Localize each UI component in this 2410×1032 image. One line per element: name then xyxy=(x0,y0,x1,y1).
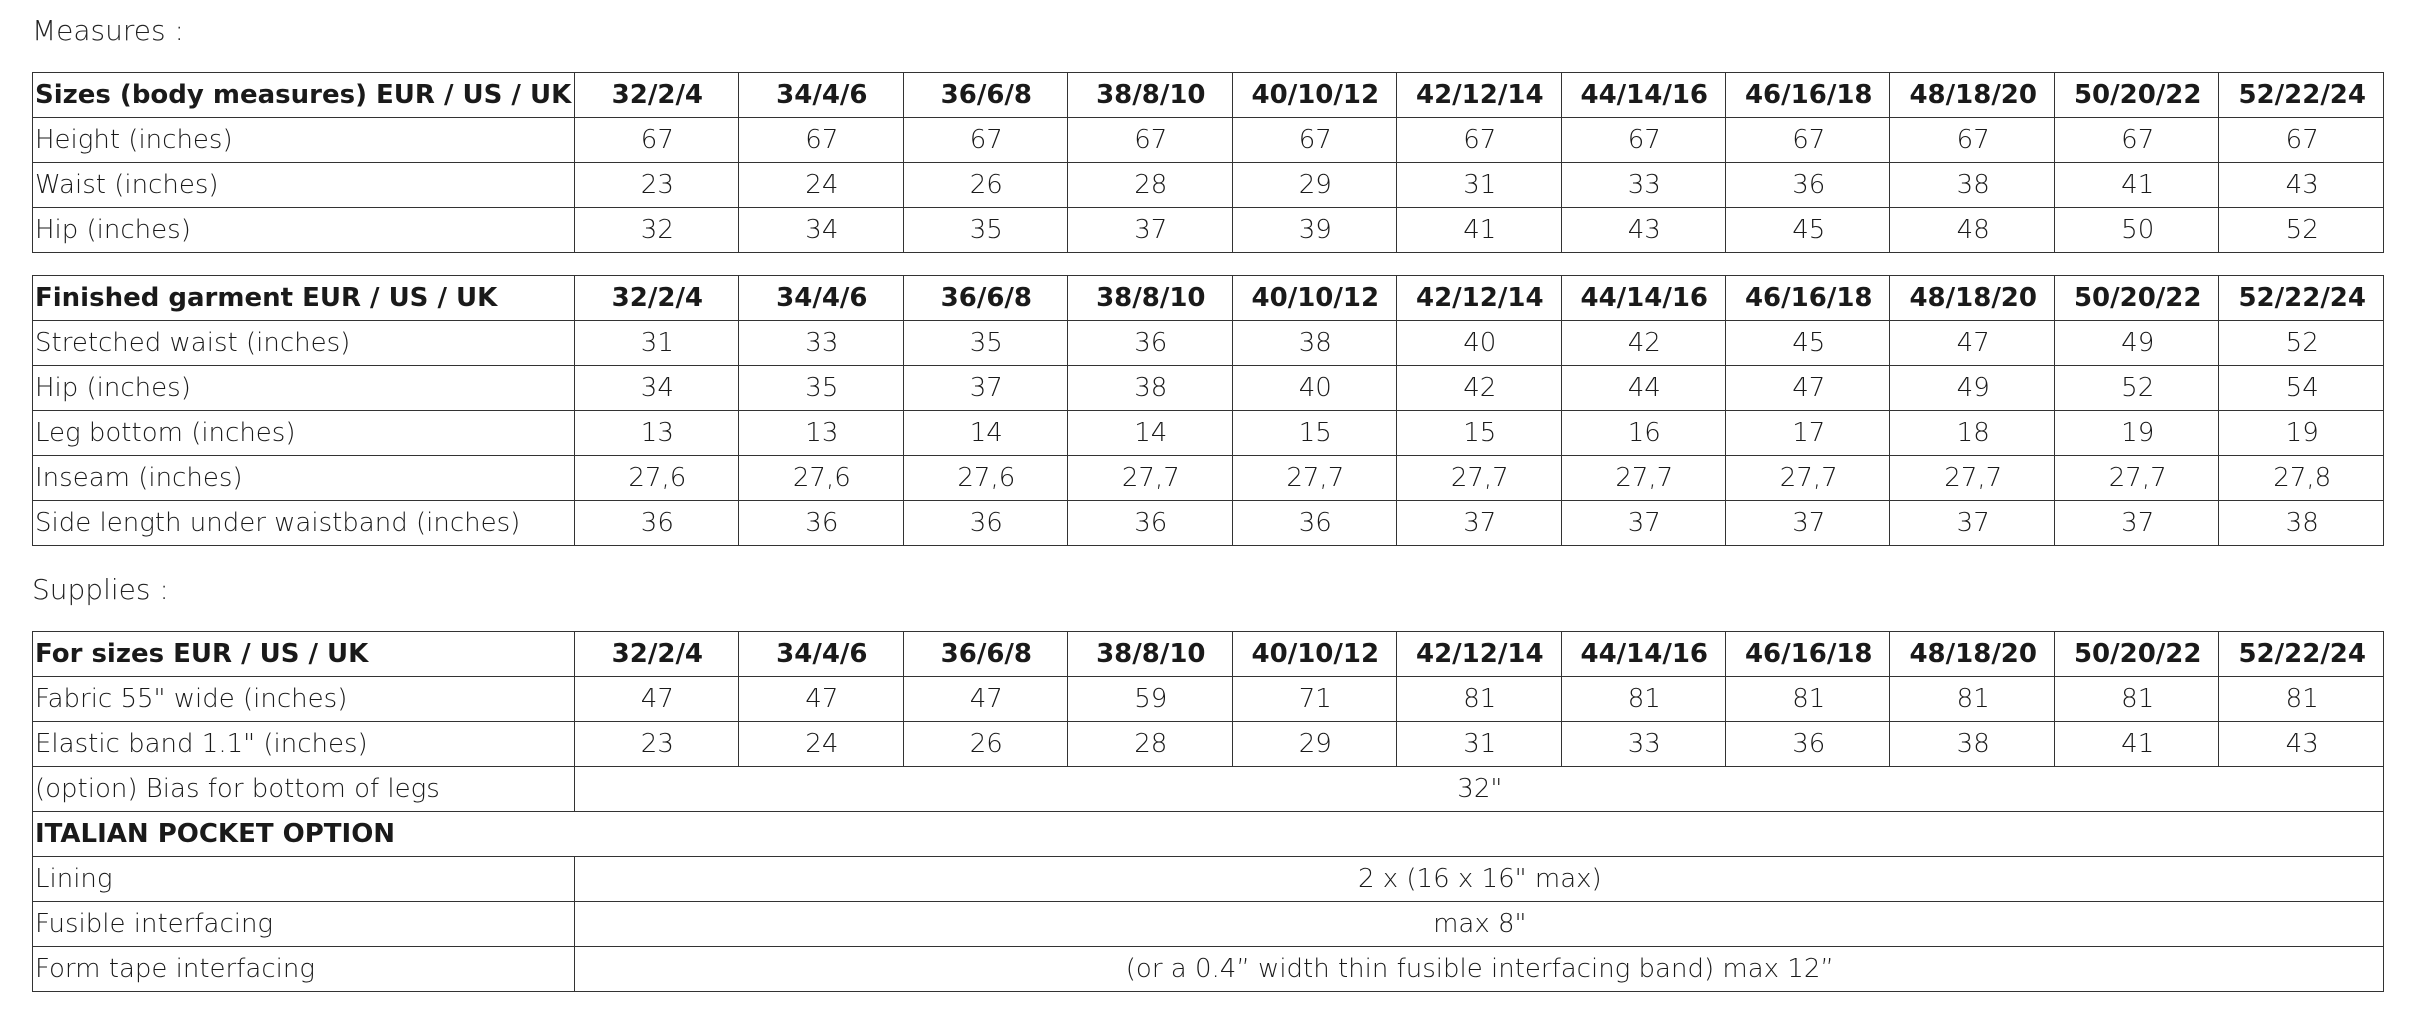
value-cell: 49 xyxy=(1890,366,2054,411)
value-cell: 28 xyxy=(1068,722,1232,767)
value-cell: 29 xyxy=(1232,722,1396,767)
table-row xyxy=(33,456,2384,501)
size-header: 32/2/4 xyxy=(574,276,738,321)
value-cell: 37 xyxy=(1561,501,1725,546)
value-cell: 18 xyxy=(1890,411,2054,456)
size-header: 44/14/16 xyxy=(1561,276,1725,321)
value-cell: 54 xyxy=(2219,366,2384,411)
size-header: 42/12/14 xyxy=(1397,632,1561,677)
value-cell: 33 xyxy=(739,321,903,366)
bias-row xyxy=(33,767,2384,812)
value-cell: 38 xyxy=(2219,501,2384,546)
value-cell: 81 xyxy=(1726,677,1890,722)
size-header: 52/22/24 xyxy=(2219,632,2384,677)
value-cell: 35 xyxy=(903,321,1067,366)
value-cell: 27,6 xyxy=(903,456,1067,501)
value-cell: 13 xyxy=(574,411,738,456)
value-cell: 35 xyxy=(903,208,1067,253)
value-cell: 67 xyxy=(574,118,738,163)
value-cell: 35 xyxy=(739,366,903,411)
size-header: 50/20/22 xyxy=(2054,73,2218,118)
value-cell: 67 xyxy=(1726,118,1890,163)
value-cell: 67 xyxy=(1890,118,2054,163)
value-cell: 52 xyxy=(2219,208,2384,253)
size-header: 34/4/6 xyxy=(739,73,903,118)
value-cell: 43 xyxy=(1561,208,1725,253)
size-header: 40/10/12 xyxy=(1232,632,1396,677)
value-cell: 27,7 xyxy=(1068,456,1232,501)
value-cell: 33 xyxy=(1561,163,1725,208)
value-cell: 44 xyxy=(1561,366,1725,411)
body-measures-table xyxy=(32,72,2384,253)
size-header: 34/4/6 xyxy=(739,276,903,321)
value-cell: 36 xyxy=(903,501,1067,546)
header-row xyxy=(33,632,2384,677)
value-cell: 26 xyxy=(903,722,1067,767)
body-measures-body xyxy=(33,73,2384,253)
table-row xyxy=(33,163,2384,208)
value-cell: 52 xyxy=(2219,321,2384,366)
row-label: Side length under waistband (inches) xyxy=(33,501,575,546)
value-cell: 81 xyxy=(1397,677,1561,722)
value-cell: 43 xyxy=(2219,163,2384,208)
value-cell: 36 xyxy=(739,501,903,546)
value-cell: 27,7 xyxy=(2054,456,2218,501)
pocket-value: max 8" xyxy=(574,902,2383,947)
supplies-title: Supplies : xyxy=(32,573,169,606)
value-cell: 40 xyxy=(1232,366,1396,411)
value-cell: 67 xyxy=(1068,118,1232,163)
value-cell: 38 xyxy=(1890,163,2054,208)
size-header: 50/20/22 xyxy=(2054,632,2218,677)
value-cell: 38 xyxy=(1232,321,1396,366)
table-row xyxy=(33,208,2384,253)
size-header: 32/2/4 xyxy=(574,73,738,118)
table-row xyxy=(33,366,2384,411)
value-cell: 34 xyxy=(739,208,903,253)
value-cell: 47 xyxy=(1726,366,1890,411)
row-label: Form tape interfacing xyxy=(33,947,575,992)
size-header: 36/6/8 xyxy=(903,73,1067,118)
value-cell: 45 xyxy=(1726,321,1890,366)
value-cell: 47 xyxy=(903,677,1067,722)
value-cell: 31 xyxy=(1397,163,1561,208)
value-cell: 27,6 xyxy=(739,456,903,501)
row-label: Hip (inches) xyxy=(33,366,575,411)
value-cell: 67 xyxy=(2219,118,2384,163)
value-cell: 36 xyxy=(1726,163,1890,208)
value-cell: 47 xyxy=(1890,321,2054,366)
header-label: Sizes (body measures) EUR / US / UK xyxy=(33,73,575,118)
value-cell: 27,7 xyxy=(1397,456,1561,501)
value-cell: 67 xyxy=(2054,118,2218,163)
value-cell: 42 xyxy=(1561,321,1725,366)
value-cell: 41 xyxy=(1397,208,1561,253)
value-cell: 38 xyxy=(1068,366,1232,411)
value-cell: 67 xyxy=(1397,118,1561,163)
size-header: 38/8/10 xyxy=(1068,276,1232,321)
value-cell: 36 xyxy=(1726,722,1890,767)
header-row xyxy=(33,276,2384,321)
row-label: (option) Bias for bottom of legs xyxy=(33,767,575,812)
value-cell: 33 xyxy=(1561,722,1725,767)
row-label: Lining xyxy=(33,857,575,902)
pocket-heading-row xyxy=(33,812,2384,857)
measures-title: Measures : xyxy=(32,14,184,47)
table-row xyxy=(33,722,2384,767)
value-cell: 41 xyxy=(2054,722,2218,767)
value-cell: 81 xyxy=(1561,677,1725,722)
pocket-row xyxy=(33,902,2384,947)
value-cell: 36 xyxy=(574,501,738,546)
value-cell: 71 xyxy=(1232,677,1396,722)
value-cell: 38 xyxy=(1890,722,2054,767)
table-row xyxy=(33,321,2384,366)
supplies-body xyxy=(33,632,2384,992)
value-cell: 42 xyxy=(1397,366,1561,411)
value-cell: 59 xyxy=(1068,677,1232,722)
header-label: For sizes EUR / US / UK xyxy=(33,632,575,677)
value-cell: 81 xyxy=(2054,677,2218,722)
value-cell: 36 xyxy=(1068,501,1232,546)
table-row xyxy=(33,501,2384,546)
size-header: 42/12/14 xyxy=(1397,276,1561,321)
supplies-table xyxy=(32,631,2384,992)
value-cell: 81 xyxy=(1890,677,2054,722)
value-cell: 27,7 xyxy=(1726,456,1890,501)
value-cell: 14 xyxy=(903,411,1067,456)
value-cell: 41 xyxy=(2054,163,2218,208)
value-cell: 31 xyxy=(1397,722,1561,767)
pocket-value: (or a 0.4” width thin fusible interfacing band) max 12” xyxy=(574,947,2383,992)
size-header: 52/22/24 xyxy=(2219,73,2384,118)
value-cell: 47 xyxy=(574,677,738,722)
size-header: 38/8/10 xyxy=(1068,73,1232,118)
header-row xyxy=(33,73,2384,118)
value-cell: 37 xyxy=(1890,501,2054,546)
row-label: Fusible interfacing xyxy=(33,902,575,947)
value-cell: 13 xyxy=(739,411,903,456)
value-cell: 45 xyxy=(1726,208,1890,253)
value-cell: 43 xyxy=(2219,722,2384,767)
value-cell: 29 xyxy=(1232,163,1396,208)
finished-garment-body xyxy=(33,276,2384,546)
header-label: Finished garment EUR / US / UK xyxy=(33,276,575,321)
value-cell: 19 xyxy=(2054,411,2218,456)
value-cell: 19 xyxy=(2219,411,2384,456)
row-label: Inseam (inches) xyxy=(33,456,575,501)
size-header: 46/16/18 xyxy=(1726,632,1890,677)
value-cell: 36 xyxy=(1068,321,1232,366)
size-header: 48/18/20 xyxy=(1890,73,2054,118)
value-cell: 16 xyxy=(1561,411,1725,456)
value-cell: 49 xyxy=(2054,321,2218,366)
size-header: 48/18/20 xyxy=(1890,632,2054,677)
value-cell: 27,8 xyxy=(2219,456,2384,501)
value-cell: 31 xyxy=(574,321,738,366)
value-cell: 50 xyxy=(2054,208,2218,253)
value-cell: 24 xyxy=(739,722,903,767)
size-header: 38/8/10 xyxy=(1068,632,1232,677)
size-header: 36/6/8 xyxy=(903,276,1067,321)
value-cell: 34 xyxy=(574,366,738,411)
table-row xyxy=(33,677,2384,722)
value-cell: 27,6 xyxy=(574,456,738,501)
value-cell: 47 xyxy=(739,677,903,722)
size-header: 36/6/8 xyxy=(903,632,1067,677)
value-cell: 37 xyxy=(1397,501,1561,546)
value-cell: 15 xyxy=(1232,411,1396,456)
value-cell: 37 xyxy=(1068,208,1232,253)
value-cell: 27,7 xyxy=(1232,456,1396,501)
pocket-value: 2 x (16 x 16" max) xyxy=(574,857,2383,902)
row-label: Waist (inches) xyxy=(33,163,575,208)
size-header: 44/14/16 xyxy=(1561,632,1725,677)
value-cell: 15 xyxy=(1397,411,1561,456)
size-header: 46/16/18 xyxy=(1726,276,1890,321)
value-cell: 67 xyxy=(739,118,903,163)
value-cell: 28 xyxy=(1068,163,1232,208)
value-cell: 17 xyxy=(1726,411,1890,456)
value-cell: 32 xyxy=(574,208,738,253)
size-header: 32/2/4 xyxy=(574,632,738,677)
size-header: 44/14/16 xyxy=(1561,73,1725,118)
pocket-row xyxy=(33,857,2384,902)
row-label: Fabric 55" wide (inches) xyxy=(33,677,575,722)
value-cell: 37 xyxy=(2054,501,2218,546)
value-cell: 26 xyxy=(903,163,1067,208)
size-header: 34/4/6 xyxy=(739,632,903,677)
pocket-row xyxy=(33,947,2384,992)
value-cell: 27,7 xyxy=(1890,456,2054,501)
size-header: 46/16/18 xyxy=(1726,73,1890,118)
value-cell: 67 xyxy=(903,118,1067,163)
row-label: Leg bottom (inches) xyxy=(33,411,575,456)
value-cell: 23 xyxy=(574,163,738,208)
size-header: 52/22/24 xyxy=(2219,276,2384,321)
value-cell: 40 xyxy=(1397,321,1561,366)
value-cell: 36 xyxy=(1232,501,1396,546)
value-cell: 23 xyxy=(574,722,738,767)
size-header: 50/20/22 xyxy=(2054,276,2218,321)
row-label: Stretched waist (inches) xyxy=(33,321,575,366)
value-cell: 37 xyxy=(903,366,1067,411)
finished-garment-table xyxy=(32,275,2384,546)
value-cell: 67 xyxy=(1561,118,1725,163)
size-header: 40/10/12 xyxy=(1232,73,1396,118)
value-cell: 27,7 xyxy=(1561,456,1725,501)
pocket-heading: ITALIAN POCKET OPTION xyxy=(33,812,2384,857)
value-cell: 37 xyxy=(1726,501,1890,546)
value-cell: 14 xyxy=(1068,411,1232,456)
value-cell: 48 xyxy=(1890,208,2054,253)
table-row xyxy=(33,118,2384,163)
table-row xyxy=(33,411,2384,456)
value-cell: 67 xyxy=(1232,118,1396,163)
value-cell: 81 xyxy=(2219,677,2384,722)
value-cell: 52 xyxy=(2054,366,2218,411)
bias-value: 32" xyxy=(574,767,2383,812)
value-cell: 39 xyxy=(1232,208,1396,253)
row-label: Elastic band 1.1" (inches) xyxy=(33,722,575,767)
size-header: 40/10/12 xyxy=(1232,276,1396,321)
row-label: Hip (inches) xyxy=(33,208,575,253)
size-header: 48/18/20 xyxy=(1890,276,2054,321)
size-header: 42/12/14 xyxy=(1397,73,1561,118)
value-cell: 24 xyxy=(739,163,903,208)
row-label: Height (inches) xyxy=(33,118,575,163)
